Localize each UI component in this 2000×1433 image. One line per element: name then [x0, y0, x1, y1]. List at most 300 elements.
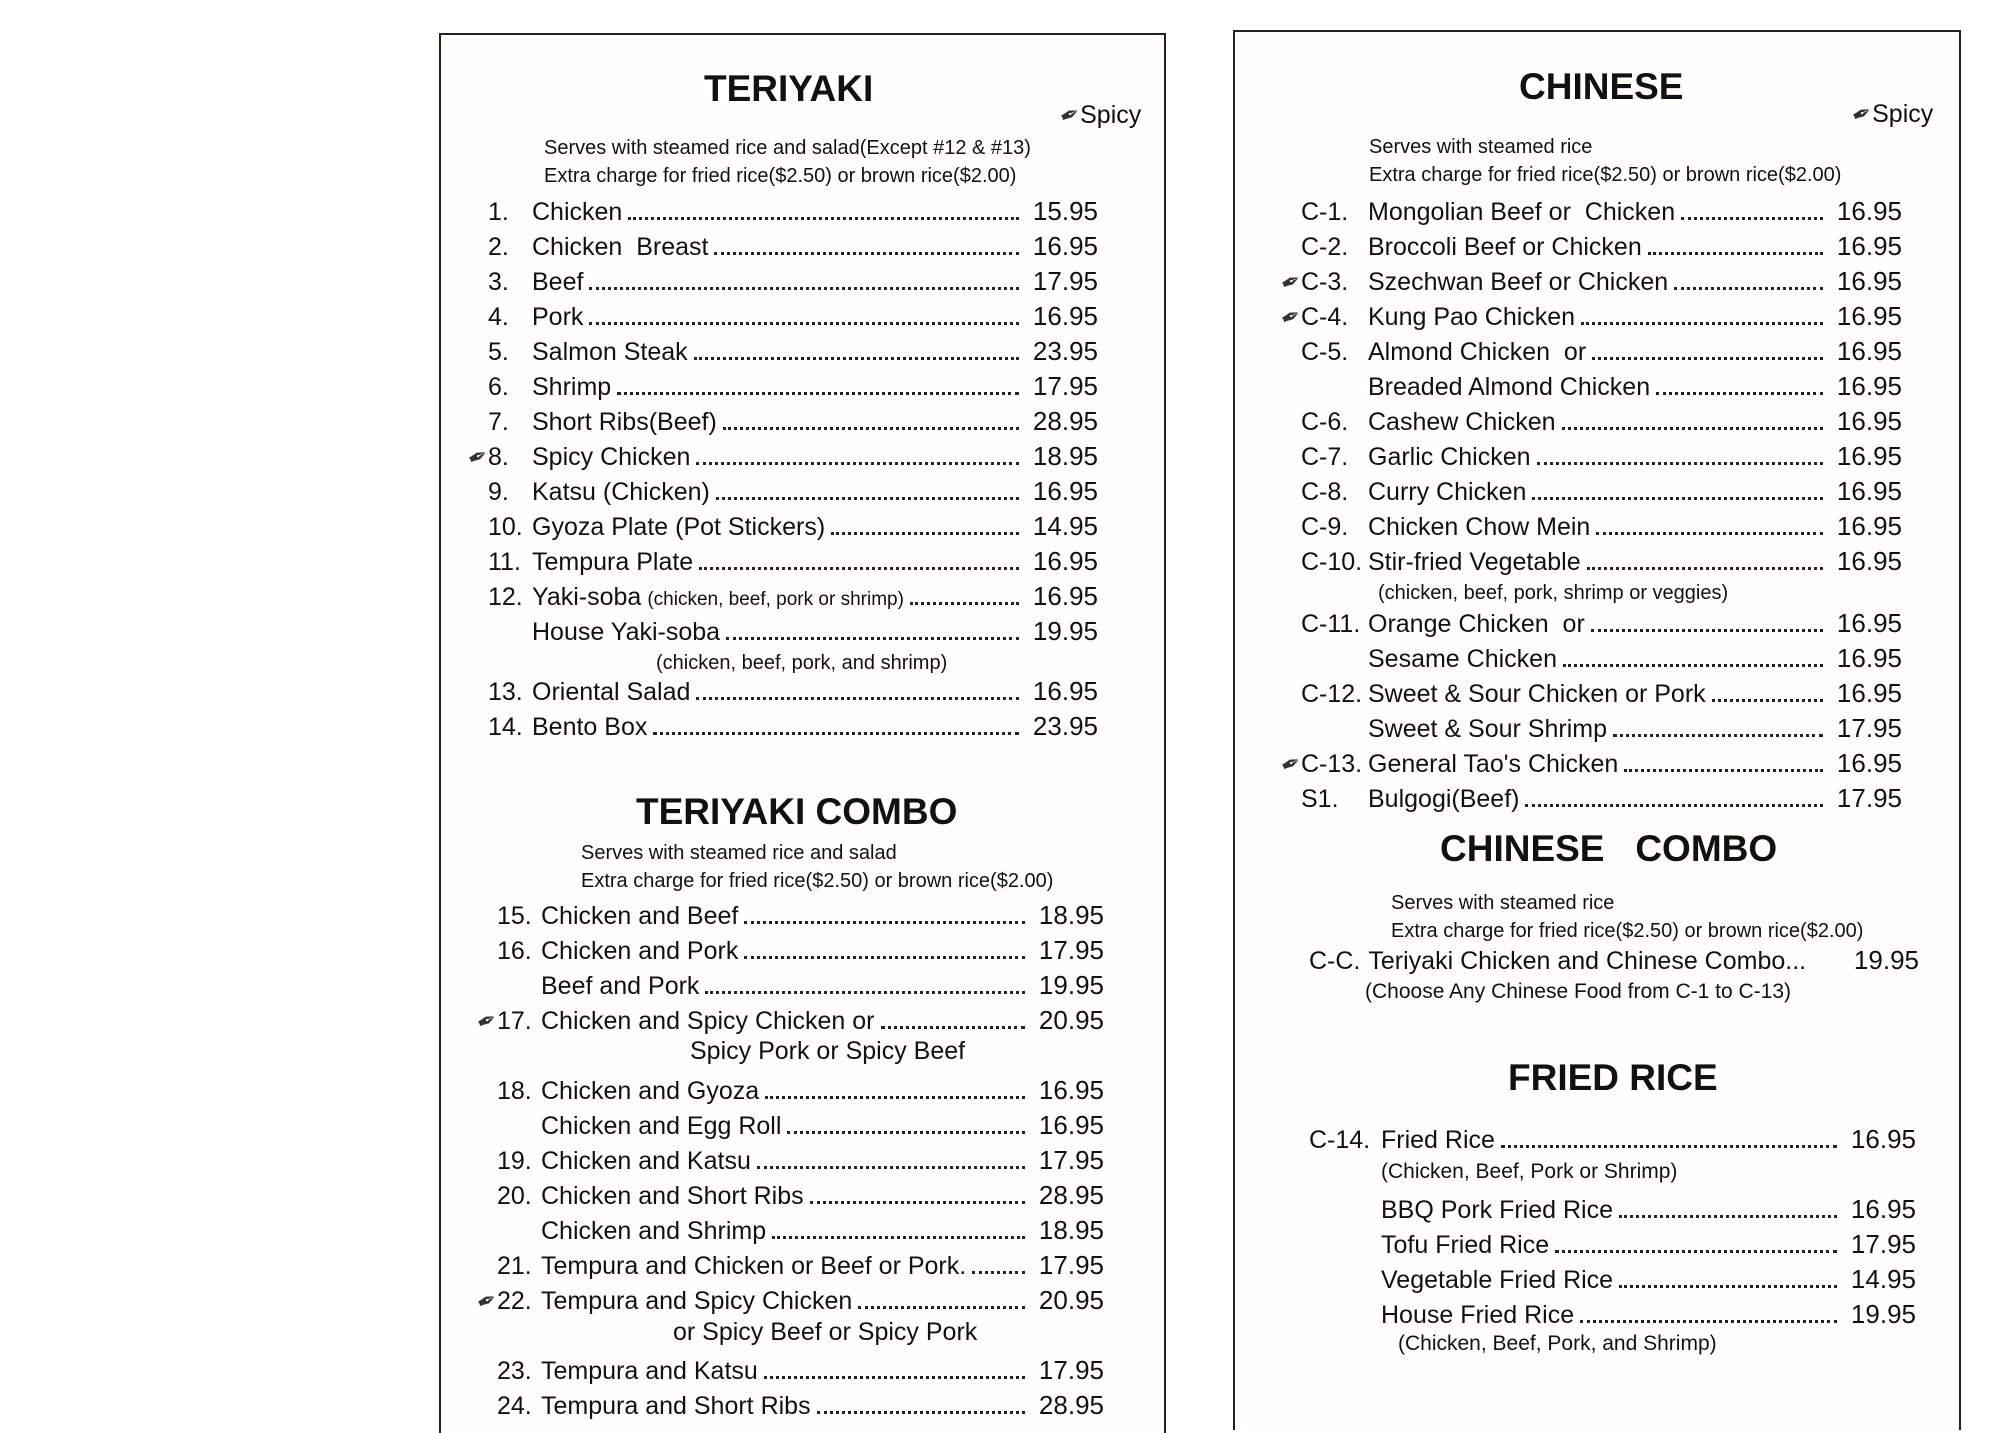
item-name: Yaki-soba	[532, 583, 642, 611]
item-name: Chicken and Egg Roll	[541, 1112, 782, 1140]
leader-dots	[1563, 664, 1823, 667]
item-price: 16.95	[1836, 511, 1902, 541]
item-name: Cashew Chicken	[1368, 408, 1556, 436]
item-number: C-14.	[1309, 1126, 1371, 1154]
item-number: C-5.	[1301, 338, 1349, 366]
leader-dots	[972, 1271, 1025, 1274]
menu-item-row	[468, 476, 1098, 507]
item-price: 16.95	[1836, 441, 1902, 471]
item-name: Short Ribs(Beef)	[532, 408, 717, 436]
menu-item-row	[468, 406, 1098, 437]
pepper-icon: ✒	[463, 440, 493, 474]
item-name: Curry Chicken	[1368, 478, 1527, 506]
menu-item-row	[477, 1250, 1104, 1281]
item-price: 16.95	[1836, 643, 1902, 673]
menu-item-row	[468, 371, 1098, 402]
item-price: 17.95	[1038, 1250, 1104, 1280]
pepper-icon	[478, 1270, 496, 1278]
chinese-serves-note: Serves with steamed rice	[1369, 136, 1593, 158]
menu-item-row	[477, 970, 1104, 1001]
menu-item-row	[1281, 643, 1902, 674]
item-name: Sesame Chicken	[1368, 645, 1557, 673]
pepper-icon	[469, 251, 487, 259]
teriyaki-title: TERIYAKI	[704, 68, 874, 109]
leader-dots	[910, 602, 1019, 605]
menu-item-row	[1281, 783, 1902, 814]
menu-item-row	[1276, 265, 1902, 299]
item-name: Beef	[532, 268, 584, 296]
item-price: 16.95	[1038, 1075, 1104, 1105]
menu-item-row	[472, 1284, 1104, 1318]
leader-dots	[696, 697, 1018, 700]
item-price: 16.95	[1836, 231, 1902, 261]
leader-dots	[1674, 287, 1823, 290]
item-name: House Fried Rice	[1381, 1301, 1575, 1329]
menu-item-row	[1289, 1299, 1916, 1330]
item-price: 16.95	[1836, 678, 1902, 708]
item-number: 18.	[497, 1077, 532, 1105]
item-price: 16.95	[1850, 1194, 1916, 1224]
pepper-icon	[478, 1200, 496, 1208]
menu-item-row	[477, 1390, 1104, 1421]
pepper-icon	[478, 1375, 496, 1383]
menu-item-row	[477, 1075, 1104, 1106]
item-number: 8.	[488, 443, 509, 471]
menu-item-row	[1281, 608, 1902, 639]
teriyaki-serves-note: Serves with steamed rice and salad(Except #12 & #13)	[544, 137, 1031, 159]
item-price: 16.95	[1836, 266, 1902, 296]
pepper-icon	[478, 920, 496, 928]
pepper-icon	[1290, 1284, 1308, 1292]
leader-dots	[757, 1166, 1025, 1169]
item-price: 17.95	[1836, 713, 1902, 743]
pepper-icon	[478, 990, 496, 998]
item-price: 16.95	[1032, 581, 1098, 611]
leader-dots	[1555, 1250, 1837, 1253]
item-number: C-8.	[1301, 478, 1349, 506]
pepper-icon: ✒	[472, 1004, 502, 1038]
pepper-icon	[1282, 663, 1300, 671]
menu-item-row	[1281, 546, 1902, 577]
item-price: 16.95	[1038, 1110, 1104, 1140]
pepper-icon	[1282, 426, 1300, 434]
item-name: Chicken and Short Ribs	[541, 1182, 804, 1210]
leader-dots	[726, 637, 1019, 640]
menu-item-row	[468, 231, 1098, 262]
item-name: Chicken and Beef	[541, 902, 739, 930]
item-number: C-12.	[1301, 680, 1363, 708]
leader-dots	[1648, 252, 1823, 255]
menu-item-row	[463, 440, 1098, 474]
chinese-combo-serves-note: Serves with steamed rice	[1391, 892, 1615, 914]
item-number: 5.	[488, 338, 509, 366]
leader-dots	[1613, 734, 1823, 737]
leader-dots	[1532, 497, 1823, 500]
item-name: Chicken and Shrimp	[541, 1217, 767, 1245]
item-price: 19.95	[1850, 1299, 1916, 1329]
item-name: General Tao's Chicken	[1368, 750, 1619, 778]
pepper-icon: ✒	[1276, 265, 1306, 299]
pepper-icon	[469, 636, 487, 644]
item-price: 14.95	[1032, 511, 1098, 541]
pepper-icon	[1282, 251, 1300, 259]
item-price: 14.95	[1850, 1264, 1916, 1294]
item-number: C-9.	[1301, 513, 1349, 541]
item-name: Tempura Plate	[532, 548, 694, 576]
item-name: Salmon Steak	[532, 338, 688, 366]
item-price: 16.95	[1836, 608, 1902, 638]
pepper-icon	[1282, 531, 1300, 539]
item-price: 28.95	[1038, 1180, 1104, 1210]
leader-dots	[1562, 427, 1823, 430]
item-name: Broccoli Beef or Chicken	[1368, 233, 1642, 261]
item-name: Shrimp	[532, 373, 612, 401]
leader-dots	[831, 532, 1019, 535]
pepper-icon: ✒	[1276, 747, 1306, 781]
leader-dots	[1591, 629, 1823, 632]
item-name: Beef and Pork	[541, 972, 700, 1000]
item-number: C-7.	[1301, 443, 1349, 471]
pepper-icon	[1290, 1319, 1308, 1327]
chinese-combo-note: (Choose Any Chinese Food from C-1 to C-13)	[1365, 980, 1792, 1003]
menu-item-row	[468, 266, 1098, 297]
pepper-icon	[1282, 698, 1300, 706]
teriyaki-combo-extra-note: Extra charge for fried rice($2.50) or brown rice($2.00)	[581, 870, 1054, 892]
menu-item-row	[1281, 713, 1902, 744]
pepper-icon	[1290, 1144, 1308, 1152]
c14-note: (Chicken, Beef, Pork or Shrimp)	[1381, 1160, 1678, 1183]
house-fried-rice-note: (Chicken, Beef, Pork, and Shrimp)	[1398, 1332, 1717, 1355]
leader-dots	[744, 956, 1025, 959]
item-price: 17.95	[1836, 783, 1902, 813]
pepper-icon	[1282, 496, 1300, 504]
item-number: 1.	[488, 198, 509, 226]
leader-dots	[705, 991, 1024, 994]
item-name: BBQ Pork Fried Rice	[1381, 1196, 1614, 1224]
leader-dots	[1619, 1215, 1837, 1218]
leader-dots	[1624, 769, 1823, 772]
menu-item-row	[1289, 1264, 1916, 1295]
item-name: Chicken Breast	[532, 233, 709, 261]
c10-note: (chicken, beef, pork, shrimp or veggies)	[1378, 582, 1729, 604]
pepper-icon	[469, 531, 487, 539]
item-number: 20.	[497, 1182, 532, 1210]
menu-item-row	[477, 900, 1104, 931]
leader-dots	[1587, 567, 1823, 570]
leader-dots	[716, 497, 1019, 500]
pepper-icon	[1282, 461, 1300, 469]
house-yakisoba-note: (chicken, beef, pork, and shrimp)	[656, 652, 948, 674]
pepper-icon: ✒	[1276, 300, 1306, 334]
item-price: 17.95	[1850, 1229, 1916, 1259]
item-price: 16.95	[1032, 546, 1098, 576]
leader-dots	[1712, 699, 1823, 702]
item-price: 16.95	[1836, 406, 1902, 436]
item-price: 28.95	[1038, 1390, 1104, 1420]
menu-item-row	[1276, 747, 1902, 781]
item-name: Garlic Chicken	[1368, 443, 1531, 471]
item-number: 12.	[488, 583, 523, 611]
leader-dots	[617, 392, 1019, 395]
item-number: C-10.	[1301, 548, 1363, 576]
menu-item-row	[1281, 441, 1902, 472]
pepper-icon	[469, 601, 487, 609]
leader-dots	[744, 921, 1025, 924]
chinese-combo-item	[1309, 945, 1919, 976]
item-name: Chicken and Gyoza	[541, 1077, 760, 1105]
item-name: Chicken and Pork	[541, 937, 739, 965]
pepper-icon	[478, 1165, 496, 1173]
item-price: 19.95	[1038, 970, 1104, 1000]
pepper-icon	[469, 321, 487, 329]
item-price: 16.95	[1032, 676, 1098, 706]
spicy-legend-right: ✒Spicy	[1847, 98, 1934, 131]
item-number: 4.	[488, 303, 509, 331]
menu-item-row	[468, 581, 1098, 612]
item-name: Szechwan Beef or Chicken	[1368, 268, 1669, 296]
pepper-icon	[478, 955, 496, 963]
menu-item-row	[1281, 336, 1902, 367]
item-price: 19.95	[1032, 616, 1098, 646]
item-price: 17.95	[1032, 371, 1098, 401]
menu-item-row	[468, 301, 1098, 332]
item-number: C-13.	[1301, 750, 1363, 778]
pepper-icon	[469, 356, 487, 364]
pepper-icon	[1282, 356, 1300, 364]
item-name: Fried Rice	[1381, 1126, 1495, 1154]
item-price: 28.95	[1032, 406, 1098, 436]
leader-dots	[787, 1131, 1025, 1134]
item-number: 16.	[497, 937, 532, 965]
chinese-combo-extra-note: Extra charge for fried rice($2.50) or brown rice($2.00)	[1391, 920, 1864, 942]
leader-dots	[696, 462, 1019, 465]
leader-dots	[589, 322, 1019, 325]
item-name: Bulgogi(Beef)	[1368, 785, 1520, 813]
menu-item-row	[468, 676, 1098, 707]
item-number: 14.	[488, 713, 523, 741]
item-price: 16.95	[1032, 301, 1098, 331]
pepper-icon	[469, 426, 487, 434]
item-number: C-3.	[1301, 268, 1349, 296]
pepper-icon: ✒	[1847, 98, 1877, 131]
pepper-icon	[469, 391, 487, 399]
leader-dots	[1656, 392, 1823, 395]
item-name: Tofu Fried Rice	[1381, 1231, 1550, 1259]
leader-dots	[1581, 322, 1823, 325]
item-name: Tempura and Spicy Chicken	[541, 1287, 853, 1315]
item-name: Chicken	[532, 198, 623, 226]
menu-item-row	[477, 1215, 1104, 1246]
menu-item-row	[1289, 1229, 1916, 1260]
pepper-icon	[478, 1130, 496, 1138]
menu-item-row	[477, 1180, 1104, 1211]
menu-item-row	[1276, 300, 1902, 334]
item-name: Gyoza Plate (Pot Stickers)	[532, 513, 826, 541]
item-price: 19.95	[1853, 945, 1919, 975]
item-price: 17.95	[1032, 266, 1098, 296]
item-number: C-6.	[1301, 408, 1349, 436]
item-name: Mongolian Beef or Chicken	[1368, 198, 1676, 226]
menu-item-row	[477, 1110, 1104, 1141]
menu-item-row	[1281, 231, 1902, 262]
item-name: Stir-fried Vegetable	[1368, 548, 1581, 576]
item-name: Chicken and Katsu	[541, 1147, 751, 1175]
pepper-icon	[469, 496, 487, 504]
menu-item-row	[1281, 406, 1902, 437]
item-name: Tempura and Chicken or Beef or Pork.	[541, 1252, 967, 1280]
item-price: 16.95	[1836, 336, 1902, 366]
item-price: 23.95	[1032, 336, 1098, 366]
menu-item-row	[1281, 476, 1902, 507]
item17-continuation: Spicy Pork or Spicy Beef	[690, 1037, 966, 1065]
pepper-icon	[478, 1410, 496, 1418]
leader-dots	[858, 1306, 1025, 1309]
item-price: 17.95	[1038, 935, 1104, 965]
teriyaki-extra-note: Extra charge for fried rice($2.50) or brown rice($2.00)	[544, 165, 1017, 187]
item-price: 23.95	[1032, 711, 1098, 741]
menu-item-row	[477, 1145, 1104, 1176]
item-number: C-4.	[1301, 303, 1349, 331]
pepper-icon	[1282, 803, 1300, 811]
item-price: 20.95	[1038, 1285, 1104, 1315]
item-name: Kung Pao Chicken	[1368, 303, 1576, 331]
leader-dots	[817, 1411, 1025, 1414]
item-name: Orange Chicken or	[1368, 610, 1585, 638]
chinese-combo-title: CHINESE COMBO	[1440, 828, 1778, 869]
item-price: 18.95	[1032, 441, 1098, 471]
item-number: 22.	[497, 1287, 532, 1315]
item-price: 16.95	[1032, 476, 1098, 506]
leader-dots	[1580, 1320, 1837, 1323]
leader-dots	[694, 357, 1019, 360]
item-number: 2.	[488, 233, 509, 261]
chinese-title: CHINESE	[1519, 66, 1684, 107]
menu-item-row	[468, 336, 1098, 367]
item-name: House Yaki-soba	[532, 618, 721, 646]
item-price: 17.95	[1038, 1145, 1104, 1175]
menu-item-row	[1281, 196, 1902, 227]
leader-dots	[589, 287, 1018, 290]
menu-item-row	[1281, 371, 1902, 402]
item-name: Teriyaki Chicken and Chinese Combo...	[1368, 947, 1807, 975]
item-price: 16.95	[1836, 748, 1902, 778]
item-name: Almond Chicken or	[1368, 338, 1587, 366]
item-price: 16.95	[1032, 231, 1098, 261]
menu-item-row	[468, 546, 1098, 577]
pepper-icon	[1282, 391, 1300, 399]
leader-dots	[653, 732, 1019, 735]
item-price: 16.95	[1850, 1124, 1916, 1154]
item-number: 13.	[488, 678, 523, 706]
leader-dots	[723, 427, 1019, 430]
item-number: 3.	[488, 268, 509, 296]
chinese-extra-note: Extra charge for fried rice($2.50) or brown rice($2.00)	[1369, 164, 1842, 186]
item-number: 7.	[488, 408, 509, 436]
menu-item-row	[1289, 1124, 1916, 1155]
teriyaki-combo-serves-note: Serves with steamed rice and salad	[581, 842, 897, 864]
leader-dots	[628, 217, 1019, 220]
menu-item-row	[1281, 511, 1902, 542]
item-name: Spicy Chicken	[532, 443, 691, 471]
item22-continuation: or Spicy Beef or Spicy Pork	[673, 1318, 978, 1346]
menu-item-row	[468, 711, 1098, 742]
leader-dots	[1501, 1145, 1837, 1148]
leader-dots	[1619, 1285, 1837, 1288]
pepper-icon	[469, 696, 487, 704]
item-price: 16.95	[1836, 476, 1902, 506]
item-name: Sweet & Sour Chicken or Pork	[1368, 680, 1706, 708]
item-number: 6.	[488, 373, 509, 401]
pepper-icon	[478, 1095, 496, 1103]
item-number: C-2.	[1301, 233, 1349, 261]
item-name: Tempura and Katsu	[541, 1357, 758, 1385]
item-name: Breaded Almond Chicken	[1368, 373, 1651, 401]
menu-item-row	[477, 1355, 1104, 1386]
item-price: 16.95	[1836, 301, 1902, 331]
item-number: 9.	[488, 478, 509, 506]
item-number: 10.	[488, 513, 523, 541]
item-number: 15.	[497, 902, 532, 930]
menu-item-row	[1289, 1194, 1916, 1225]
item-name: Pork	[532, 303, 584, 331]
item-price: 18.95	[1038, 1215, 1104, 1245]
item-number: C-1.	[1301, 198, 1349, 226]
leader-dots	[810, 1201, 1025, 1204]
item-name: Bento Box	[532, 713, 648, 741]
menu-item-row	[468, 616, 1098, 647]
item-price: 16.95	[1836, 546, 1902, 576]
item-price: 16.95	[1836, 196, 1902, 226]
leader-dots	[699, 567, 1019, 570]
pepper-icon	[1282, 733, 1300, 741]
teriyaki-combo-title: TERIYAKI COMBO	[636, 791, 958, 832]
spicy-legend: ✒Spicy	[1055, 99, 1142, 132]
leader-dots	[881, 1026, 1025, 1029]
item-name: Vegetable Fried Rice	[1381, 1266, 1614, 1294]
item-price: 15.95	[1032, 196, 1098, 226]
menu-item-row	[477, 935, 1104, 966]
fried-rice-title: FRIED RICE	[1508, 1057, 1718, 1098]
item-detail: (chicken, beef, pork or shrimp)	[647, 589, 904, 610]
pepper-icon	[469, 731, 487, 739]
leader-dots	[1525, 804, 1822, 807]
menu-item-row	[472, 1004, 1104, 1038]
item-number: 17.	[497, 1007, 532, 1035]
pepper-icon	[469, 566, 487, 574]
item-number: S1.	[1301, 785, 1339, 813]
item-number: 21.	[497, 1252, 532, 1280]
menu-item-row	[468, 511, 1098, 542]
item-price: 18.95	[1038, 900, 1104, 930]
pepper-icon	[1290, 1249, 1308, 1257]
item-name: Tempura and Short Ribs	[541, 1392, 811, 1420]
leader-dots	[1592, 357, 1823, 360]
leader-dots	[1596, 532, 1823, 535]
item-name: Katsu (Chicken)	[532, 478, 710, 506]
pepper-icon	[469, 216, 487, 224]
item-number: C-C.	[1309, 947, 1361, 975]
item-name: Chicken and Spicy Chicken or	[541, 1007, 875, 1035]
pepper-icon	[1290, 1214, 1308, 1222]
item-number: 11.	[488, 548, 521, 576]
item-price: 17.95	[1038, 1355, 1104, 1385]
leader-dots	[765, 1096, 1025, 1099]
leader-dots	[1681, 217, 1823, 220]
item-price: 16.95	[1836, 371, 1902, 401]
pepper-icon: ✒	[1055, 99, 1085, 132]
pepper-icon: ✒	[472, 1284, 502, 1318]
item-name: Oriental Salad	[532, 678, 691, 706]
